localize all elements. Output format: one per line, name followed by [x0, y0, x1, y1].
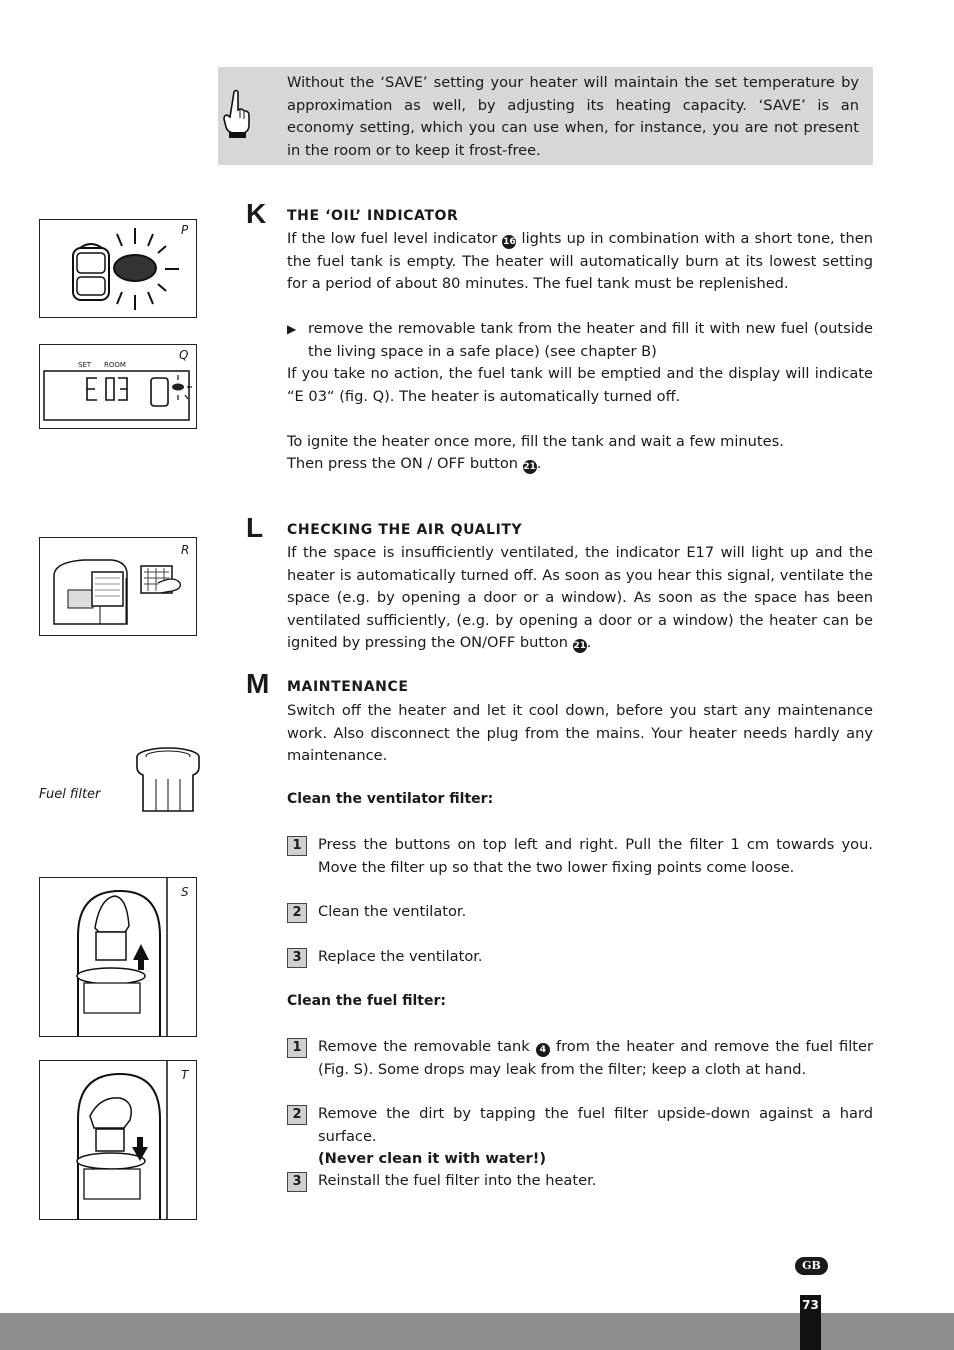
figure-label: R — [181, 543, 190, 557]
section-letter-l: L — [246, 512, 264, 543]
step-number: 2 — [287, 903, 307, 923]
spacer — [287, 408, 873, 431]
text: lights up in combination with a short tone, then the fuel tank is empty. The heater will automatically burn at its lowest setting for a period of about 80 minutes. The fuel tank must be replenished. — [287, 230, 874, 292]
figure-r — [39, 537, 197, 636]
figure-label: S — [181, 885, 189, 899]
step-number: 3 — [287, 1172, 307, 1192]
step-number: 3 — [287, 948, 307, 968]
bullet-item — [287, 318, 873, 363]
section-letter-m: M — [246, 668, 270, 699]
text: Remove the removable tank — [318, 1038, 530, 1055]
room-label: ROOM — [104, 361, 126, 369]
set-label: SET — [78, 361, 92, 369]
fuel-filter-caption: Fuel filter — [39, 787, 101, 802]
text: Remove the dirt by tapping the fuel filter upside-down against a hard surface. — [318, 1105, 873, 1145]
note-text: Without the ‘SAVE’ setting your heater will maintain the set temperature by approximation as well, by adjusting its heating capacity. ‘SAVE’ is an economy setting, which you can use when, for instance, you are not present in the room or to keep it frost-free. — [287, 74, 859, 159]
step-number: 2 — [287, 1105, 307, 1125]
text: If the low fuel level indicator — [287, 230, 498, 247]
step-text — [318, 1103, 873, 1171]
figure-label: Q — [179, 348, 189, 362]
page-number: 73 — [802, 1298, 819, 1312]
text: . — [586, 634, 592, 651]
step-number: 1 — [287, 836, 307, 856]
paragraph: To ignite the heater once more, fill the tank and wait a few minutes. — [287, 432, 784, 450]
section-title-maintenance: MAINTENANCE — [287, 679, 409, 695]
text: . — [536, 455, 542, 472]
step-text: Replace the ventilator. — [318, 948, 483, 965]
text: Then press the ON / OFF button — [287, 455, 519, 472]
error-code-display — [86, 372, 154, 401]
figure-t — [39, 1060, 197, 1220]
figure-s — [39, 877, 197, 1037]
figure-q — [39, 344, 197, 429]
paragraph — [287, 228, 873, 296]
ref-marker: 16 — [503, 237, 516, 247]
oil-indicator-illustration — [40, 220, 196, 317]
text: If the space is insufficiently ventilated, the indicator E17 will light up and the heater is automatically turned off. As soon as you hear this signal, ventilate the space (e.g. by opening a door or a window). As soon as the space has been ventilated sufficiently, (e.g. by opening a door or a window) the heater can be ignited by pressing the ON/OFF button — [287, 544, 873, 651]
section-m-intro: Switch off the heater and let it cool down, before you start any maintenance work. Also disconnect the plug from the mains. Your heater needs hardly any maintenance. — [287, 702, 873, 764]
section-l-body — [287, 542, 873, 655]
step-text: Reinstall the fuel filter into the heater. — [318, 1172, 597, 1189]
step-number: 1 — [287, 1038, 307, 1058]
text: from the heater and remove the fuel filter (Fig. S). Some drops may leak from the filter; keep a cloth at hand. — [318, 1038, 874, 1078]
step-text: Press the buttons on top left and right. Pull the filter 1 cm towards you. Move the filter up so that the two lower fixing points come loose. — [318, 836, 873, 876]
figure-label: P — [181, 223, 189, 237]
section-letter-k: K — [246, 198, 267, 229]
section-title-oil-indicator: THE ‘OIL’ INDICATOR — [287, 208, 459, 224]
paragraph — [287, 542, 873, 655]
spacer — [287, 296, 873, 319]
bullet-arrow-icon: ▶ — [287, 322, 297, 336]
step-text: Clean the ventilator. — [318, 903, 467, 920]
heater-filter-illustration — [40, 538, 196, 635]
install-filter-illustration — [40, 1061, 196, 1219]
bullet-text: remove the removable tank from the heater and fill it with new fuel (outside the living space in a safe place) (see chapter B) — [308, 320, 873, 360]
fuel-filter-illustration — [134, 741, 202, 815]
ref-marker: 4 — [536, 1043, 550, 1057]
language-badge: GB — [795, 1257, 828, 1275]
remove-filter-illustration — [40, 878, 196, 1036]
ref-marker: 21 — [523, 462, 536, 472]
figure-label: T — [181, 1068, 189, 1082]
paragraph: If you take no action, the fuel tank will be emptied and the display will indicate “E 03“ (fig. Q). The heater is automatically turned off. — [287, 365, 873, 405]
figure-p — [39, 219, 197, 318]
section-title-air-quality: CHECKING THE AIR QUALITY — [287, 522, 523, 538]
page-number-box — [800, 1295, 821, 1350]
pointing-hand-icon — [222, 88, 252, 140]
step-text — [318, 1036, 873, 1081]
section-k-body — [287, 228, 873, 476]
paragraph — [287, 453, 873, 476]
subheading-ventilator-filter: Clean the ventilator filter: — [287, 791, 494, 807]
warning-text: (Never clean it with water!) — [318, 1150, 547, 1167]
ref-marker: 21 — [573, 641, 586, 651]
subheading-fuel-filter: Clean the fuel filter: — [287, 993, 446, 1009]
